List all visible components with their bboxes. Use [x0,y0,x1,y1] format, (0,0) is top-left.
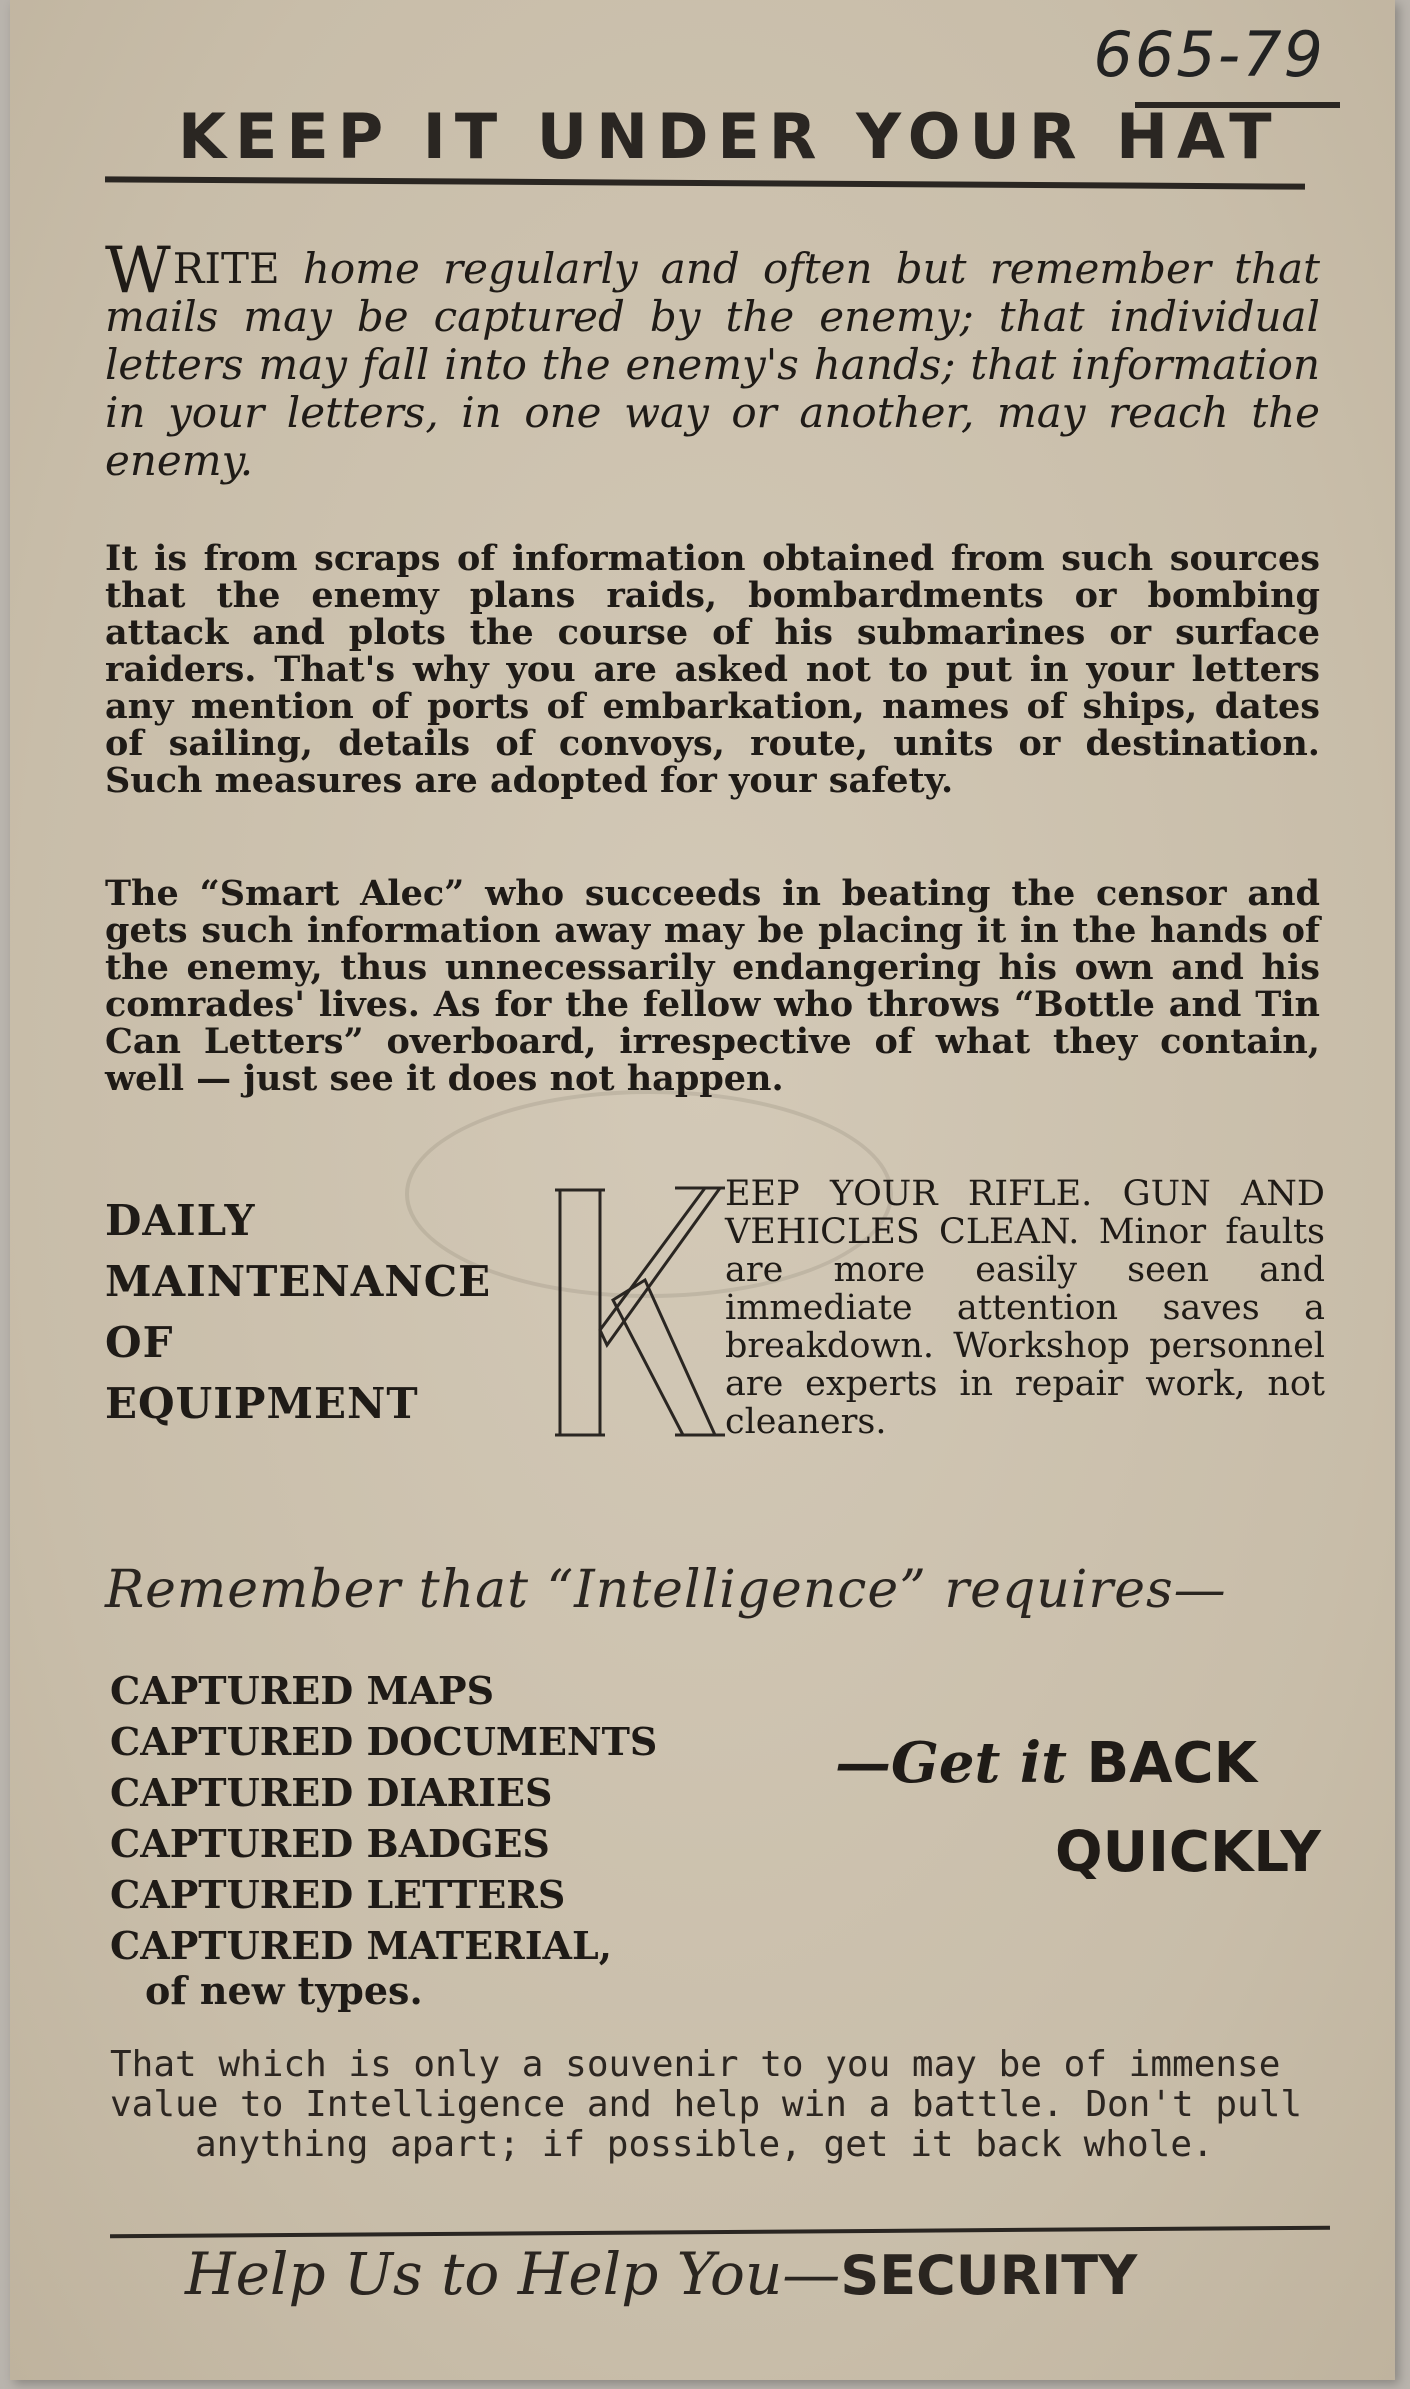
intelligence-heading: Remember that “Intelligence” requires— [105,1560,1227,1620]
smart-alec-paragraph: The “Smart Alec” who succeeds in beating the censor and gets such information away may be placing it in the hands of the enemy, thus unnecessarily endangering his own and his comrades' lives. As for the fellow who throws “Bottle and Tin Can Letters” overboard, irrespective of what they contain, well — just see it does not happen. [105,873,1320,1099]
get-it-back [835,1730,1257,1796]
list-item: CAPTURED LETTERS [110,1872,566,1917]
maintenance-heading [105,1190,491,1434]
maintenance-text: EEP YOUR RIFLE. GUN AND VEHICLES CLEAN. Minor faults are more easily seen and immediate attention saves a breakdown. Workshop personnel are experts in repair work, not cleaners. [725,1174,1325,1442]
list-item-sub: of new types. [145,1968,423,2013]
list-item: CAPTURED DIARIES [110,1770,553,1815]
captured-list [110,1665,657,2011]
souvenir-line: value to Intelligence and help win a battle. Don't pull [110,2084,1303,2125]
get-it-text: —Get it [835,1730,1087,1796]
intro-paragraph [105,234,1320,485]
souvenir-line: That which is only a souvenir to you may be of immense [110,2044,1281,2085]
maintenance-heading-line: EQUIPMENT [105,1379,419,1428]
souvenir-line: anything apart; if possible, get it back whole. [195,2124,1214,2165]
list-item: CAPTURED DOCUMENTS [110,1719,658,1764]
maintenance-heading-line: DAILY [105,1196,256,1245]
intro-rite: RITE [172,244,280,293]
list-item: CAPTURED BADGES [110,1821,550,1866]
leaflet-card [10,0,1395,2380]
drop-cap-w: W [105,234,171,308]
intro-text: home regularly and often but remember that mails may be captured by the enemy; that individual letters may fall into the enemy's hands; that information in your letters, in one way or another, may reach the enemy. [105,244,1320,485]
page-title: KEEP IT UNDER YOUR HAT [178,100,1281,173]
souvenir-paragraph [110,2045,1330,2165]
title-rule [105,176,1305,189]
security-word: SECURITY [840,2244,1138,2307]
maintenance-heading-line: OF [105,1318,174,1367]
footer-text: Help Us to Help You— [185,2240,841,2308]
information-paragraph: It is from scraps of information obtained from such sources that the enemy plans raids, bombardments or bombing attack and plots the course of his submarines or surface raiders. That's why you are asked not to put in your letters any mention of ports of embarkation, names of ships, dates of sailing, details of convoys, route, units or destination. Such measures are adopted for your safety. [105,538,1320,801]
back-word: BACK [1086,1731,1257,1796]
svg-text:K: K [635,1440,636,1441]
footer-slogan [185,2240,1137,2308]
maintenance-heading-line: MAINTENANCE [105,1257,492,1306]
quickly-word: QUICKLY [1055,1820,1321,1885]
list-item: CAPTURED MATERIAL, [110,1923,612,1968]
big-letter-k [555,1180,725,1450]
list-item: CAPTURED MAPS [110,1668,495,1713]
handwritten-number: 665-79 [1093,18,1325,91]
footer-rule [110,2226,1330,2239]
